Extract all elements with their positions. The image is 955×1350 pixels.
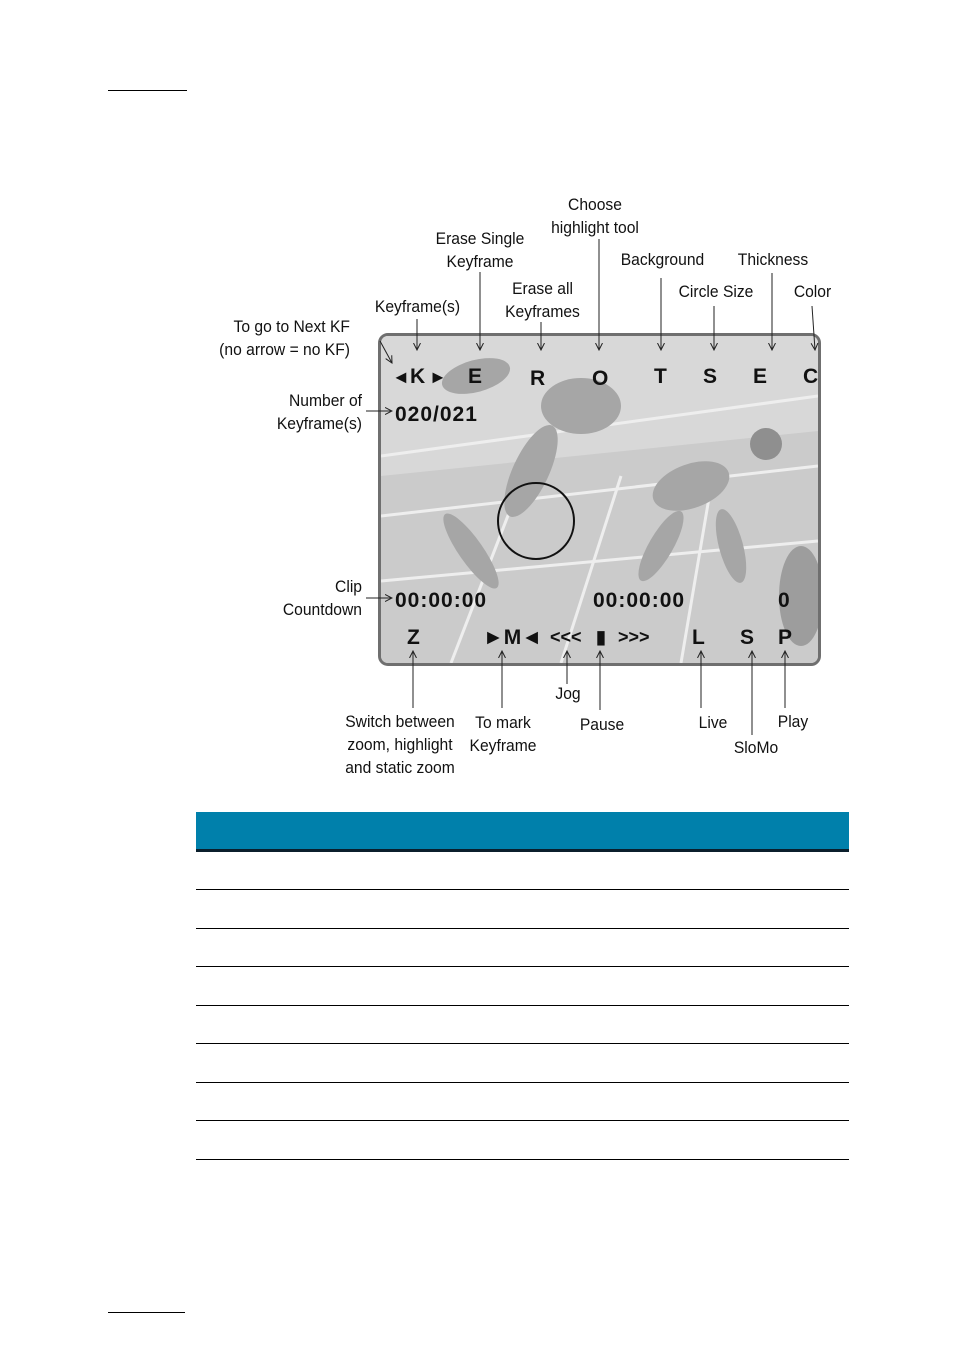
timecode-left: 00:00:00 [395,589,488,612]
caption-thickness: Thickness [737,250,809,269]
caption-pause: Pause [579,715,625,734]
header-rule [108,90,187,91]
caption-play: Play [777,712,809,731]
osd-r: R [530,367,546,390]
caption-erase-all: Erase all Keyframes [505,279,580,321]
table-row [196,1044,849,1083]
table-row [196,1006,849,1044]
caption-choose-tool: Choose highlight tool [551,195,639,237]
osd-l: L [692,626,705,649]
table-row [196,967,849,1006]
osd-jog-fwd: >>> [618,627,650,647]
caption-circle-size: Circle Size [678,282,754,301]
table-header [196,812,849,852]
table-row [196,1121,849,1160]
table-row [196,890,849,929]
caption-keyframes: Keyframe(s) [374,297,461,316]
next-kf-arrow: ► [429,367,447,387]
osd-o: O [592,367,609,390]
osd-t: T [654,365,667,388]
table-row [196,852,849,890]
caption-background: Background [620,250,705,269]
kf-count: 020/021 [395,403,478,426]
caption-slomo: SloMo [733,738,779,757]
caption-switch-zoom: Switch between zoom, highlight and static zoom [345,712,455,777]
caption-mark-kf: To mark Keyframe [469,713,537,755]
caption-color: Color [793,282,832,301]
caption-clip-countdown: Clip Countdown [282,577,362,619]
osd-s-slomo: S [740,626,755,649]
table-row [196,1083,849,1121]
caption-next-kf: To go to Next KF (no arrow = no KF) [219,317,350,359]
osd-z: Z [407,626,420,649]
osd-zero: 0 [778,589,790,612]
osd-pause: ▮ [596,627,606,647]
prev-kf-arrow: ◄ [392,367,410,387]
caption-number-kf: Number of Keyframe(s) [276,391,362,433]
footer-rule [108,1312,185,1313]
timecode-right: 00:00:00 [593,589,686,612]
osd-jog-back: <<< [550,627,582,647]
table-row [196,929,849,967]
caption-erase-single: Erase Single Keyframe [435,229,525,271]
osd-e-thickness: E [753,365,768,388]
osd-e-single: E [468,365,483,388]
osd-p: P [778,626,793,649]
osd-s: S [703,365,718,388]
osd-k: K [410,365,426,388]
osd-mark: ►M◄ [483,626,543,649]
caption-live: Live [698,713,728,732]
caption-jog: Jog [555,684,581,703]
osd-c: C [803,365,819,388]
